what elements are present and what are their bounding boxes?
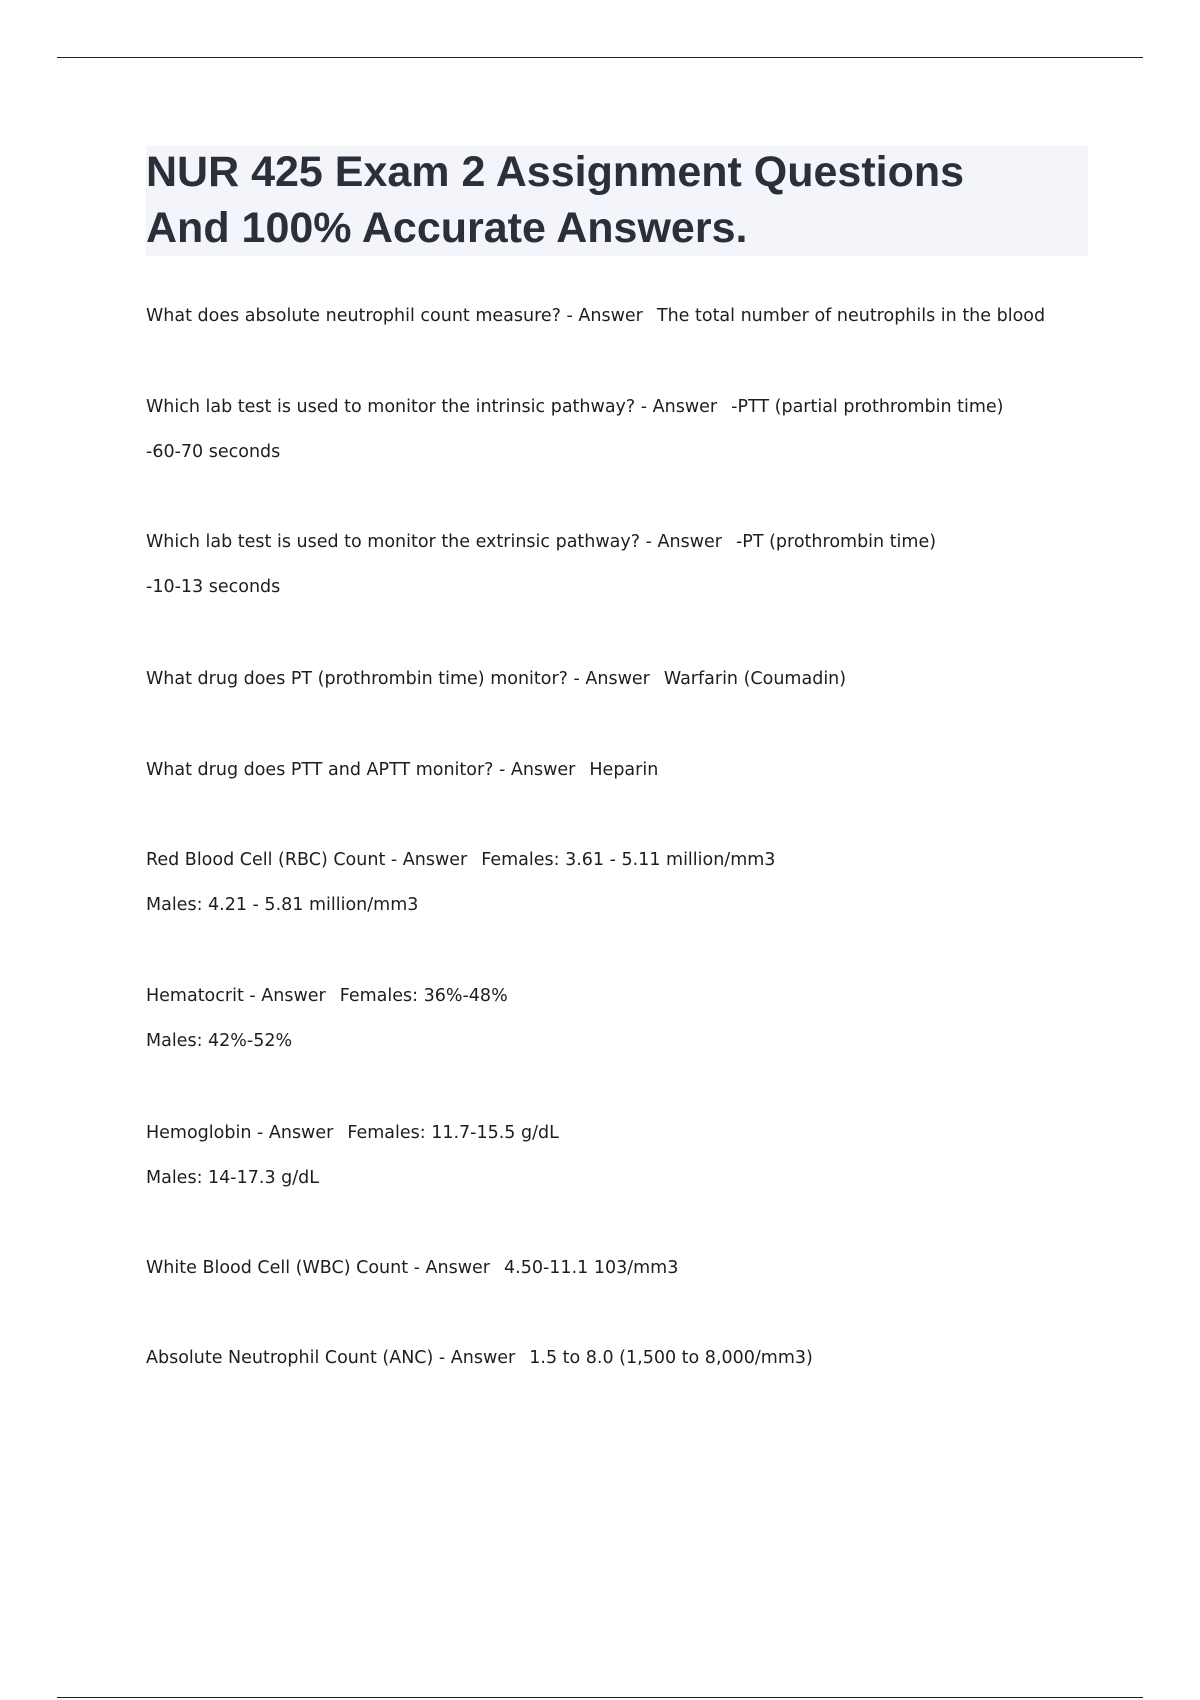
answer-extra: Males: 14-17.3 g/dL — [146, 1168, 320, 1188]
top-divider — [57, 57, 1143, 58]
answer-text: -PTT (partial prothrombin time) — [731, 397, 1004, 417]
answer-label: Answer — [657, 532, 722, 552]
qa-line: Which lab test is used to monitor the intrinsic pathway? - Answer -PTT (partial prothrombin time) — [146, 397, 1004, 417]
answer-label: Answer — [450, 1348, 516, 1368]
answer-extra: Males: 42%-52% — [146, 1031, 293, 1051]
document-title: NUR 425 Exam 2 Assignment Questions And 100% Accurate Answers. — [146, 148, 965, 252]
qa-line: What drug does PT (prothrombin time) monitor? - Answer Warfarin (Coumadin) — [146, 669, 847, 689]
answer-text: Warfarin (Coumadin) — [663, 669, 847, 689]
question-text: Hematocrit — [146, 986, 244, 1006]
qa-item — [146, 748, 1106, 793]
question-text: Which lab test is used to monitor the intrinsic pathway? — [146, 397, 636, 417]
answer-extra: -10-13 seconds — [146, 577, 281, 597]
qa-item — [146, 1336, 1106, 1381]
bottom-divider — [57, 1697, 1143, 1698]
answer-label: Answer — [425, 1258, 491, 1278]
qa-line: Hematocrit - Answer Females: 36%-48% — [146, 986, 508, 1006]
answer-text: Females: 11.7-15.5 g/dL — [347, 1123, 559, 1143]
qa-line: Which lab test is used to monitor the extrinsic pathway? - Answer -PT (prothrombin time) — [146, 532, 937, 552]
qa-item — [146, 1111, 1106, 1201]
answer-extra: -60-70 seconds — [146, 442, 281, 462]
qa-item — [146, 385, 1106, 475]
answer-text: Females: 36%-48% — [339, 986, 508, 1006]
answer-text: Females: 3.61 - 5.11 million/mm3 — [481, 850, 776, 870]
qa-line: What drug does PTT and APTT monitor? - Answer Heparin — [146, 760, 659, 780]
qa-item — [146, 838, 1106, 928]
qa-item — [146, 974, 1106, 1064]
answer-text: The total number of neutrophils in the blood — [656, 306, 1046, 326]
qa-line: Red Blood Cell (RBC) Count - Answer Females: 3.61 - 5.11 million/mm3 — [146, 850, 776, 870]
answer-label: Answer — [261, 986, 326, 1006]
answer-text: 4.50-11.1 103/mm3 — [504, 1258, 679, 1278]
question-text: Which lab test is used to monitor the extrinsic pathway? — [146, 532, 641, 552]
answer-text: 1.5 to 8.0 (1,500 to 8,000/mm3) — [529, 1348, 813, 1368]
answer-label: Answer — [402, 850, 468, 870]
qa-line: Hemoglobin - Answer Females: 11.7-15.5 g/dL — [146, 1123, 559, 1143]
question-text: What drug does PTT and APTT monitor? — [146, 760, 494, 780]
question-text: What drug does PT (prothrombin time) monitor? — [146, 669, 568, 689]
answer-label: Answer — [652, 397, 718, 417]
answer-label: Answer — [585, 669, 650, 689]
answer-extra: Males: 4.21 - 5.81 million/mm3 — [146, 895, 419, 915]
answer-label: Answer — [510, 760, 576, 780]
qa-line: Absolute Neutrophil Count (ANC) - Answer 1.5 to 8.0 (1,500 to 8,000/mm3) — [146, 1348, 813, 1368]
qa-item — [146, 520, 1106, 610]
question-text: Hemoglobin — [146, 1123, 252, 1143]
question-text: Absolute Neutrophil Count (ANC) — [146, 1348, 434, 1368]
qa-line: White Blood Cell (WBC) Count - Answer 4.50-11.1 103/mm3 — [146, 1258, 679, 1278]
qa-item — [146, 1246, 1106, 1291]
answer-label: Answer — [578, 306, 643, 326]
answer-label: Answer — [268, 1123, 334, 1143]
question-text: White Blood Cell (WBC) Count — [146, 1258, 409, 1278]
question-text: What does absolute neutrophil count measure? — [146, 306, 561, 326]
qa-item — [146, 657, 1106, 702]
question-text: Red Blood Cell (RBC) Count — [146, 850, 386, 870]
answer-text: -PT (prothrombin time) — [735, 532, 937, 552]
answer-text: Heparin — [589, 760, 659, 780]
qa-line: What does absolute neutrophil count measure? - Answer The total number of neutrophils in the blood — [146, 306, 1046, 326]
qa-item — [146, 294, 1106, 339]
